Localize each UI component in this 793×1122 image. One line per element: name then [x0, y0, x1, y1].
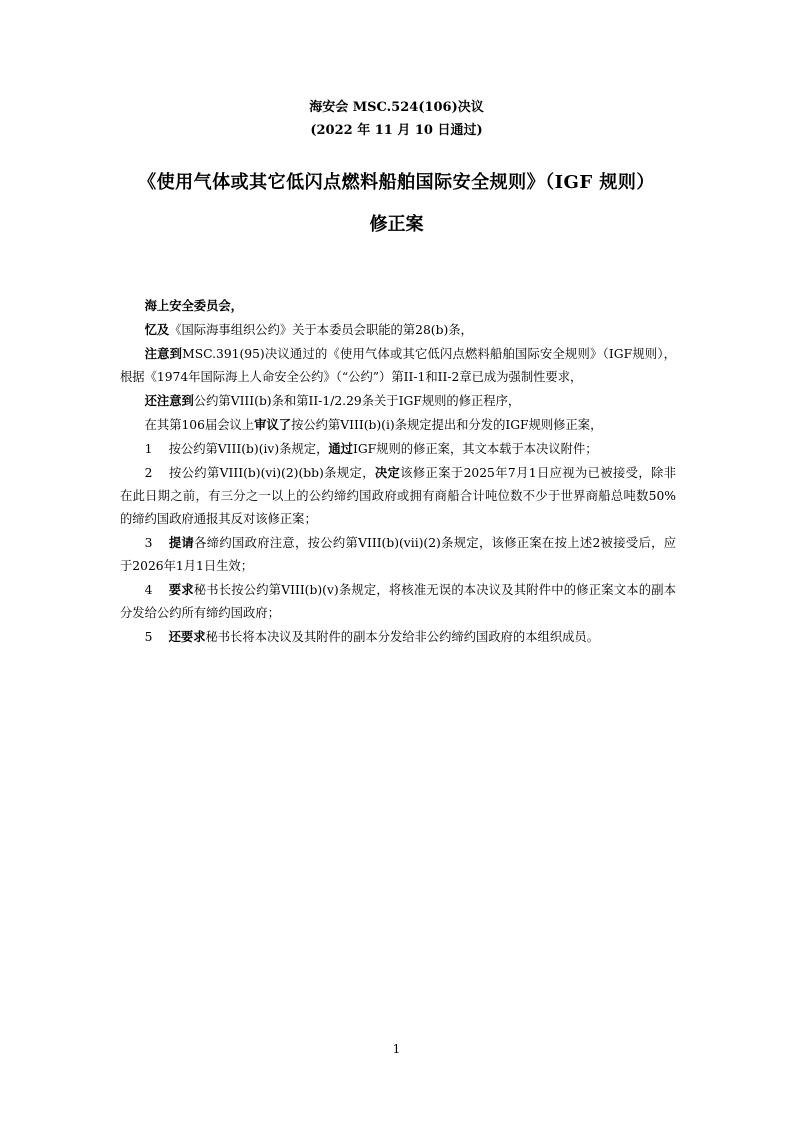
page-number: 1	[392, 1042, 401, 1056]
noting-further-paragraph: 还注意到公约第VIII(b)条和第II-1/2.29条关于IGF规则的修正程序，	[144, 393, 521, 408]
operative-paragraph-1: 1 按公约第VIII(b)(iv)条规定，通过IGF规则的修正案，其文本载于本决议附件；	[144, 441, 598, 456]
resolution-body	[120, 294, 676, 649]
document-subtitle: 修正案	[369, 214, 424, 235]
resolution-number: 海安会 MSC.524(106)决议	[309, 100, 484, 115]
adoption-date: (2022 年 11 月 10 日通过)	[310, 123, 483, 138]
operative-paragraph-2: 2 按公约第VIII(b)(vi)(2)(bb)条规定，决定该修正案于2025年7月1日应视为已被接受，除非在此日期之前，有三分之一以上的公约缔约国政府或拥有商船合计吨位数不少于世界商船总吨数50%的缔约国政府通报其反对该修正案；	[120, 465, 676, 526]
considered-paragraph: 在其第106届会议上审议了按公约第VIII(b)(i)条规定提出和分发的IGF规则修正案，	[144, 417, 603, 432]
operative-paragraph-5: 5 还要求秘书长将本决议及其附件的副本分发给非公约缔约国政府的本组织成员。	[144, 629, 600, 644]
committee-line: 海上安全委员会，	[144, 298, 243, 313]
recalling-paragraph: 忆及《国际海事组织公约》关于本委员会职能的第28(b)条，	[144, 322, 473, 337]
document-title: 《使用气体或其它低闪点燃料船舶国际安全规则》（IGF 规则）	[138, 172, 655, 193]
noting-paragraph: 注意到MSC.391(95)决议通过的《使用气体或其它低闪点燃料船舶国际安全规则》（IGF规则），根据《1974年国际海上人命安全公约》（“公约”）第II-1和II-2章已成为强制性要求，	[120, 346, 676, 384]
operative-paragraph-4: 4 要求秘书长按公约第VIII(b)(v)条规定，将核准无误的本决议及其附件中的修正案文本的副本分发给公约所有缔约国政府；	[120, 582, 676, 620]
operative-paragraph-3: 3 提请各缔约国政府注意，按公约第VIII(b)(vii)(2)条规定，该修正案在按上述2被接受后，应于2026年1月1日生效；	[120, 535, 676, 573]
